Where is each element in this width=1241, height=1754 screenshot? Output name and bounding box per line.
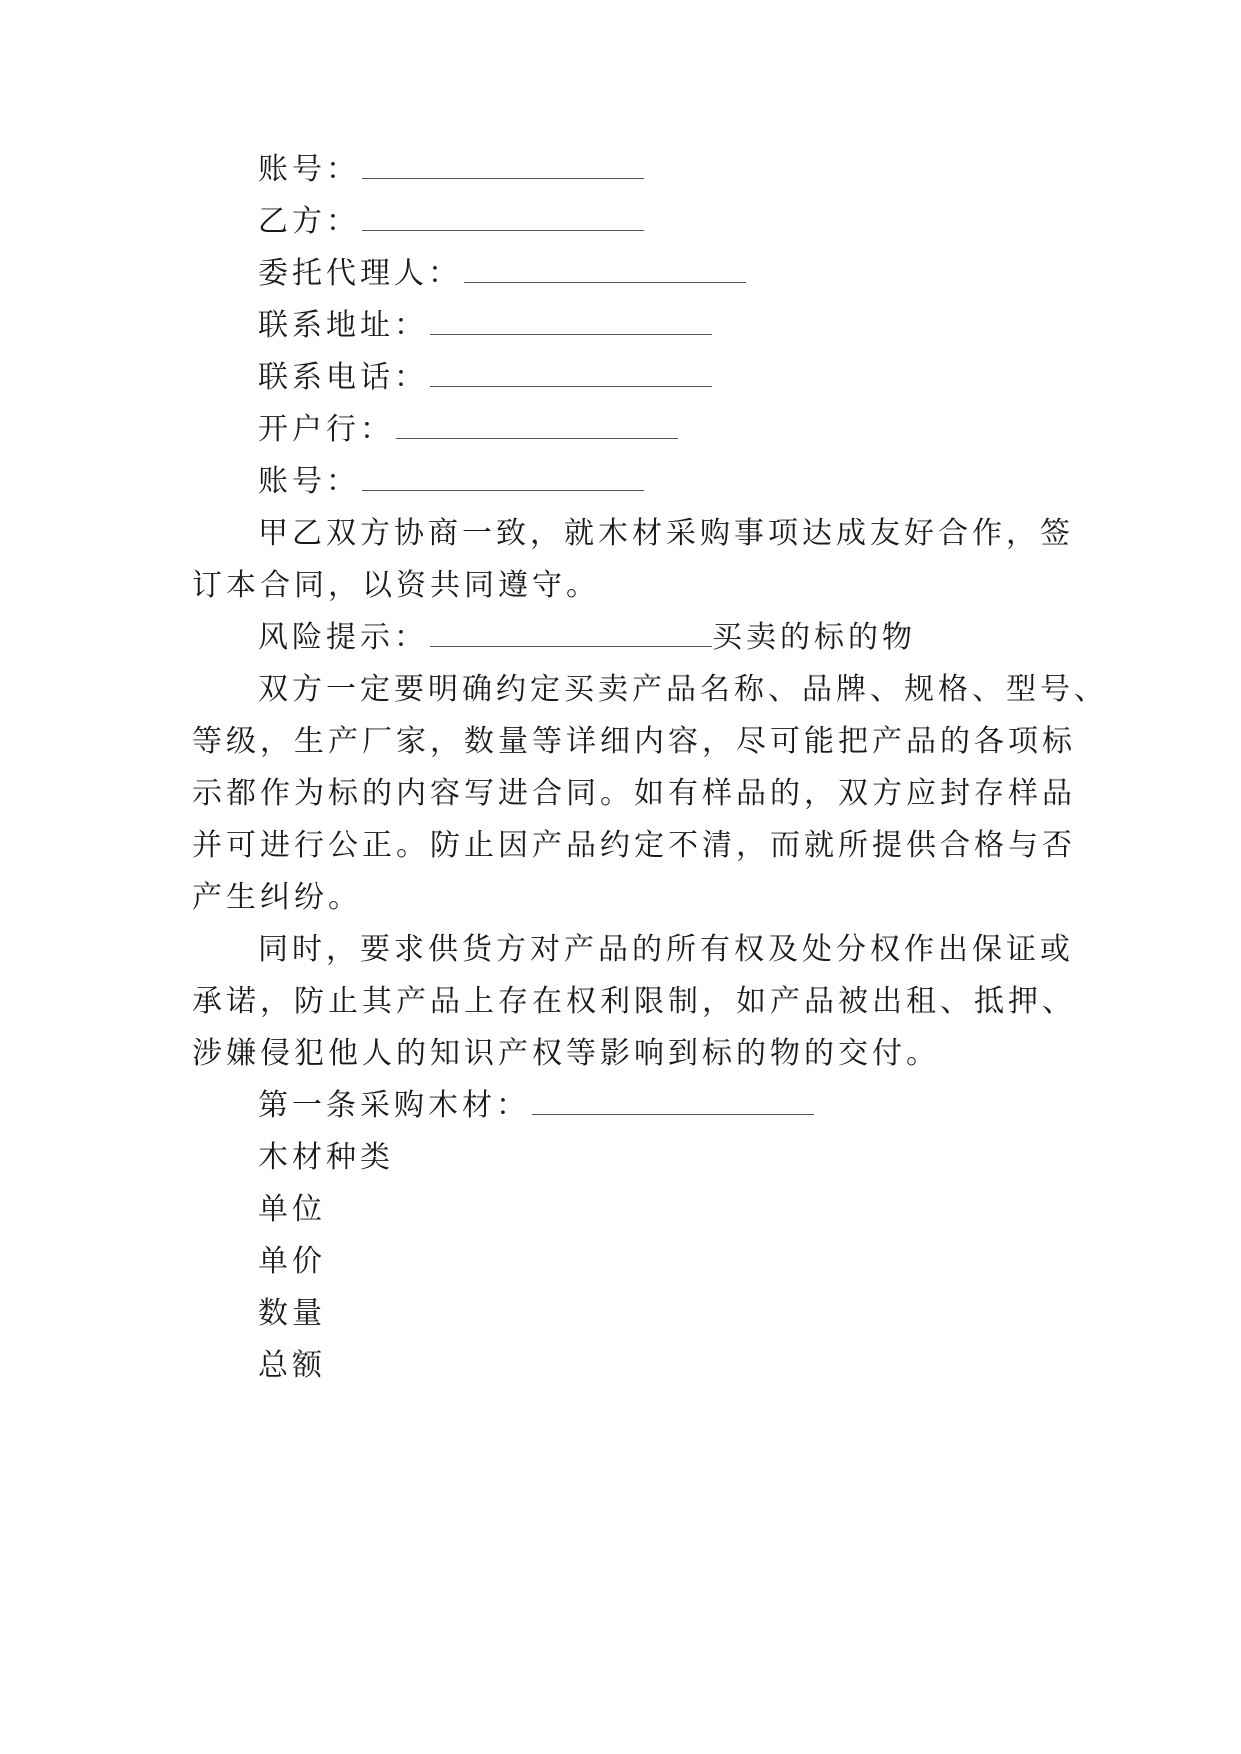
address-label: 联系地址： bbox=[258, 308, 428, 343]
risk-blank[interactable] bbox=[430, 620, 712, 647]
para2-line-2: 承诺，防止其产品上存在权利限制，如产品被出租、抵押、 bbox=[192, 984, 1076, 1019]
article1-line bbox=[258, 1086, 814, 1126]
risk-label: 风险提示： bbox=[258, 620, 428, 655]
bank-label: 开户行： bbox=[258, 412, 394, 447]
account-label: 账号： bbox=[258, 464, 360, 499]
para1-line-3: 示都作为标的内容写进合同。如有样品的，双方应封存样品 bbox=[192, 776, 1076, 811]
phone-blank[interactable] bbox=[430, 360, 712, 387]
party-b-blank[interactable] bbox=[362, 204, 644, 231]
field-quantity: 数量 bbox=[258, 1296, 326, 1331]
article1-blank[interactable] bbox=[532, 1088, 814, 1115]
agent-label: 委托代理人： bbox=[258, 256, 462, 291]
account-line-2 bbox=[258, 462, 644, 502]
risk-line bbox=[258, 618, 916, 658]
account-blank[interactable] bbox=[362, 464, 644, 491]
party-b-label: 乙方： bbox=[258, 204, 360, 239]
field-wood-type: 木材种类 bbox=[258, 1140, 394, 1175]
para2-line-3: 涉嫌侵犯他人的知识产权等影响到标的物的交付。 bbox=[192, 1036, 940, 1071]
agent-line bbox=[258, 254, 746, 294]
field-unit-price: 单价 bbox=[258, 1244, 326, 1279]
phone-line bbox=[258, 358, 712, 398]
party-b-line bbox=[258, 202, 644, 242]
para1-line-1: 双方一定要明确约定买卖产品名称、品牌、规格、型号、 bbox=[258, 672, 1108, 707]
para2-line-1: 同时，要求供货方对产品的所有权及处分权作出保证或 bbox=[258, 932, 1074, 967]
phone-label: 联系电话： bbox=[258, 360, 428, 395]
bank-blank[interactable] bbox=[396, 412, 678, 439]
article1-label: 第一条采购木材： bbox=[258, 1088, 530, 1123]
agent-blank[interactable] bbox=[464, 256, 746, 283]
intro-line-1: 甲乙双方协商一致，就木材采购事项达成友好合作，签 bbox=[258, 516, 1074, 551]
para1-line-2: 等级，生产厂家，数量等详细内容，尽可能把产品的各项标 bbox=[192, 724, 1076, 759]
address-blank[interactable] bbox=[430, 308, 712, 335]
account-line-1 bbox=[258, 150, 644, 190]
para1-line-5: 产生纠纷。 bbox=[192, 880, 362, 915]
intro-line-2: 订本合同，以资共同遵守。 bbox=[192, 568, 600, 603]
risk-suffix: 买卖的标的物 bbox=[712, 620, 916, 655]
para1-line-4: 并可进行公正。防止因产品约定不清，而就所提供合格与否 bbox=[192, 828, 1076, 863]
account-label: 账号： bbox=[258, 152, 360, 187]
address-line bbox=[258, 306, 712, 346]
account-blank[interactable] bbox=[362, 152, 644, 179]
field-total: 总额 bbox=[258, 1348, 326, 1383]
field-unit: 单位 bbox=[258, 1192, 326, 1227]
bank-line bbox=[258, 410, 678, 450]
